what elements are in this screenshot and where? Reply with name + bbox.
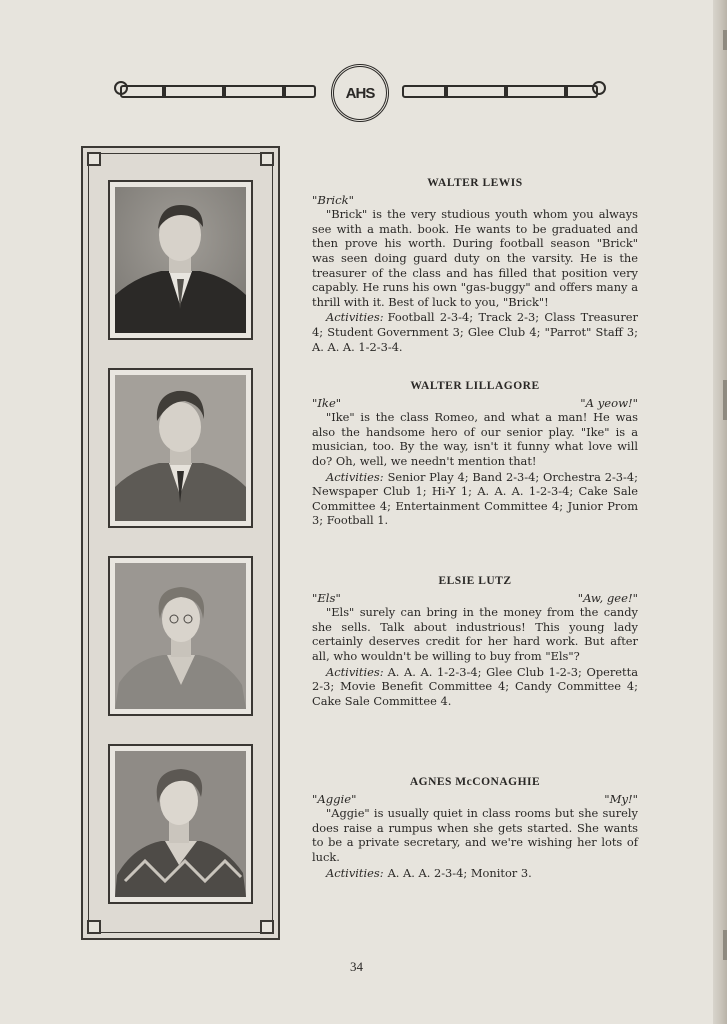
student-motto: "Aw, gee!" xyxy=(577,590,638,605)
activities-label: Activities: xyxy=(326,865,384,880)
student-motto: "My!" xyxy=(604,791,638,806)
student-entry xyxy=(312,775,638,880)
photo-frame-column xyxy=(81,146,280,940)
student-name: WALTER LEWIS xyxy=(427,177,523,189)
nickname-row xyxy=(312,193,638,208)
student-bio: "Aggie" is usually quiet in class rooms but she surely does raise a rumpus when she gets started. She wants to be a private secretary, and we're wishing her lots of luck. xyxy=(312,806,638,864)
student-activities xyxy=(312,665,638,709)
ornament-end-right xyxy=(592,81,606,95)
activities-label: Activities: xyxy=(326,310,384,325)
portrait-walter-lewis xyxy=(108,180,253,340)
student-nickname: "Aggie" xyxy=(312,791,357,806)
page-number: 34 xyxy=(350,959,363,974)
ornament-bar-right xyxy=(402,85,598,98)
student-name: WALTER LILLAGORE xyxy=(410,380,540,392)
student-bio: "Ike" is the class Romeo, and what a man! He was also the handsome hero of our senior play. "Ike" is a musician, too. By the way, isn't it funny what love will do? Oh, well, we needn't mention that! xyxy=(312,410,638,468)
portrait-elsie-lutz xyxy=(108,556,253,716)
portrait-walter-lillagore xyxy=(108,368,253,528)
portrait-agnes-mcconaghie xyxy=(108,744,253,904)
nickname-row xyxy=(312,792,638,807)
activities-label: Activities: xyxy=(326,664,384,679)
student-bio: "Els" surely can bring in the money from the candy she sells. Talk about industrious! This young lady certainly deserves credit for her hard work. But after all, who wouldn't be willing to buy from "Els"? xyxy=(312,605,638,663)
student-activities xyxy=(312,310,638,354)
ornament-bar-left xyxy=(120,85,316,98)
activities-list: A. A. A. 1-2-3-4; Glee Club 1-2-3; Operetta 2-3; Movie Benefit Committee 4; Candy Committee 4; Cake Sale Committee 4. xyxy=(312,664,638,708)
activities-label: Activities: xyxy=(326,469,384,484)
student-entry xyxy=(312,574,638,708)
student-nickname: "Els" xyxy=(312,590,341,605)
student-activities xyxy=(312,866,638,881)
page-edge xyxy=(713,0,727,1024)
student-nickname: "Brick" xyxy=(312,192,354,207)
student-nickname: "Ike" xyxy=(312,395,342,410)
student-bio: "Brick" is the very studious youth whom you always see with a math. book. He wants to be graduated and then prove his worth. During football season "Brick" was seen doing guard duty on the varsity. He is the treasurer of the class and has filled that position very capably. He runs his own "gas-buggy" and offers many a thrill with it. Best of luck to you, "Brick"! xyxy=(312,207,638,309)
student-name: ELSIE LUTZ xyxy=(438,575,512,587)
activities-list: A. A. A. 2-3-4; Monitor 3. xyxy=(387,865,532,880)
nickname-row xyxy=(312,591,638,606)
student-activities xyxy=(312,470,638,528)
ahs-monogram-medallion xyxy=(331,64,389,122)
student-motto: "A yeow!" xyxy=(580,395,638,410)
header-ornament xyxy=(116,64,602,118)
student-entry xyxy=(312,176,638,354)
nickname-row xyxy=(312,396,638,411)
student-entry xyxy=(312,379,638,528)
activities-list: Football 2-3-4; Track 2-3; Class Treasurer 4; Student Government 3; Glee Club 4; "Parrot" Staff 3; A. A. A. 1-2-3-4. xyxy=(312,310,638,354)
student-name: AGNES McCONAGHIE xyxy=(409,776,541,788)
monogram-text: AHS xyxy=(345,84,375,102)
activities-list: Senior Play 4; Band 2-3-4; Orchestra 2-3-4; Newspaper Club 1; Hi-Y 1; A. A. A. 1-2-3-4; Cake Sale Committee 4; Entertainment Committee 4; Junior Prom 3; Football 1. xyxy=(312,469,638,528)
